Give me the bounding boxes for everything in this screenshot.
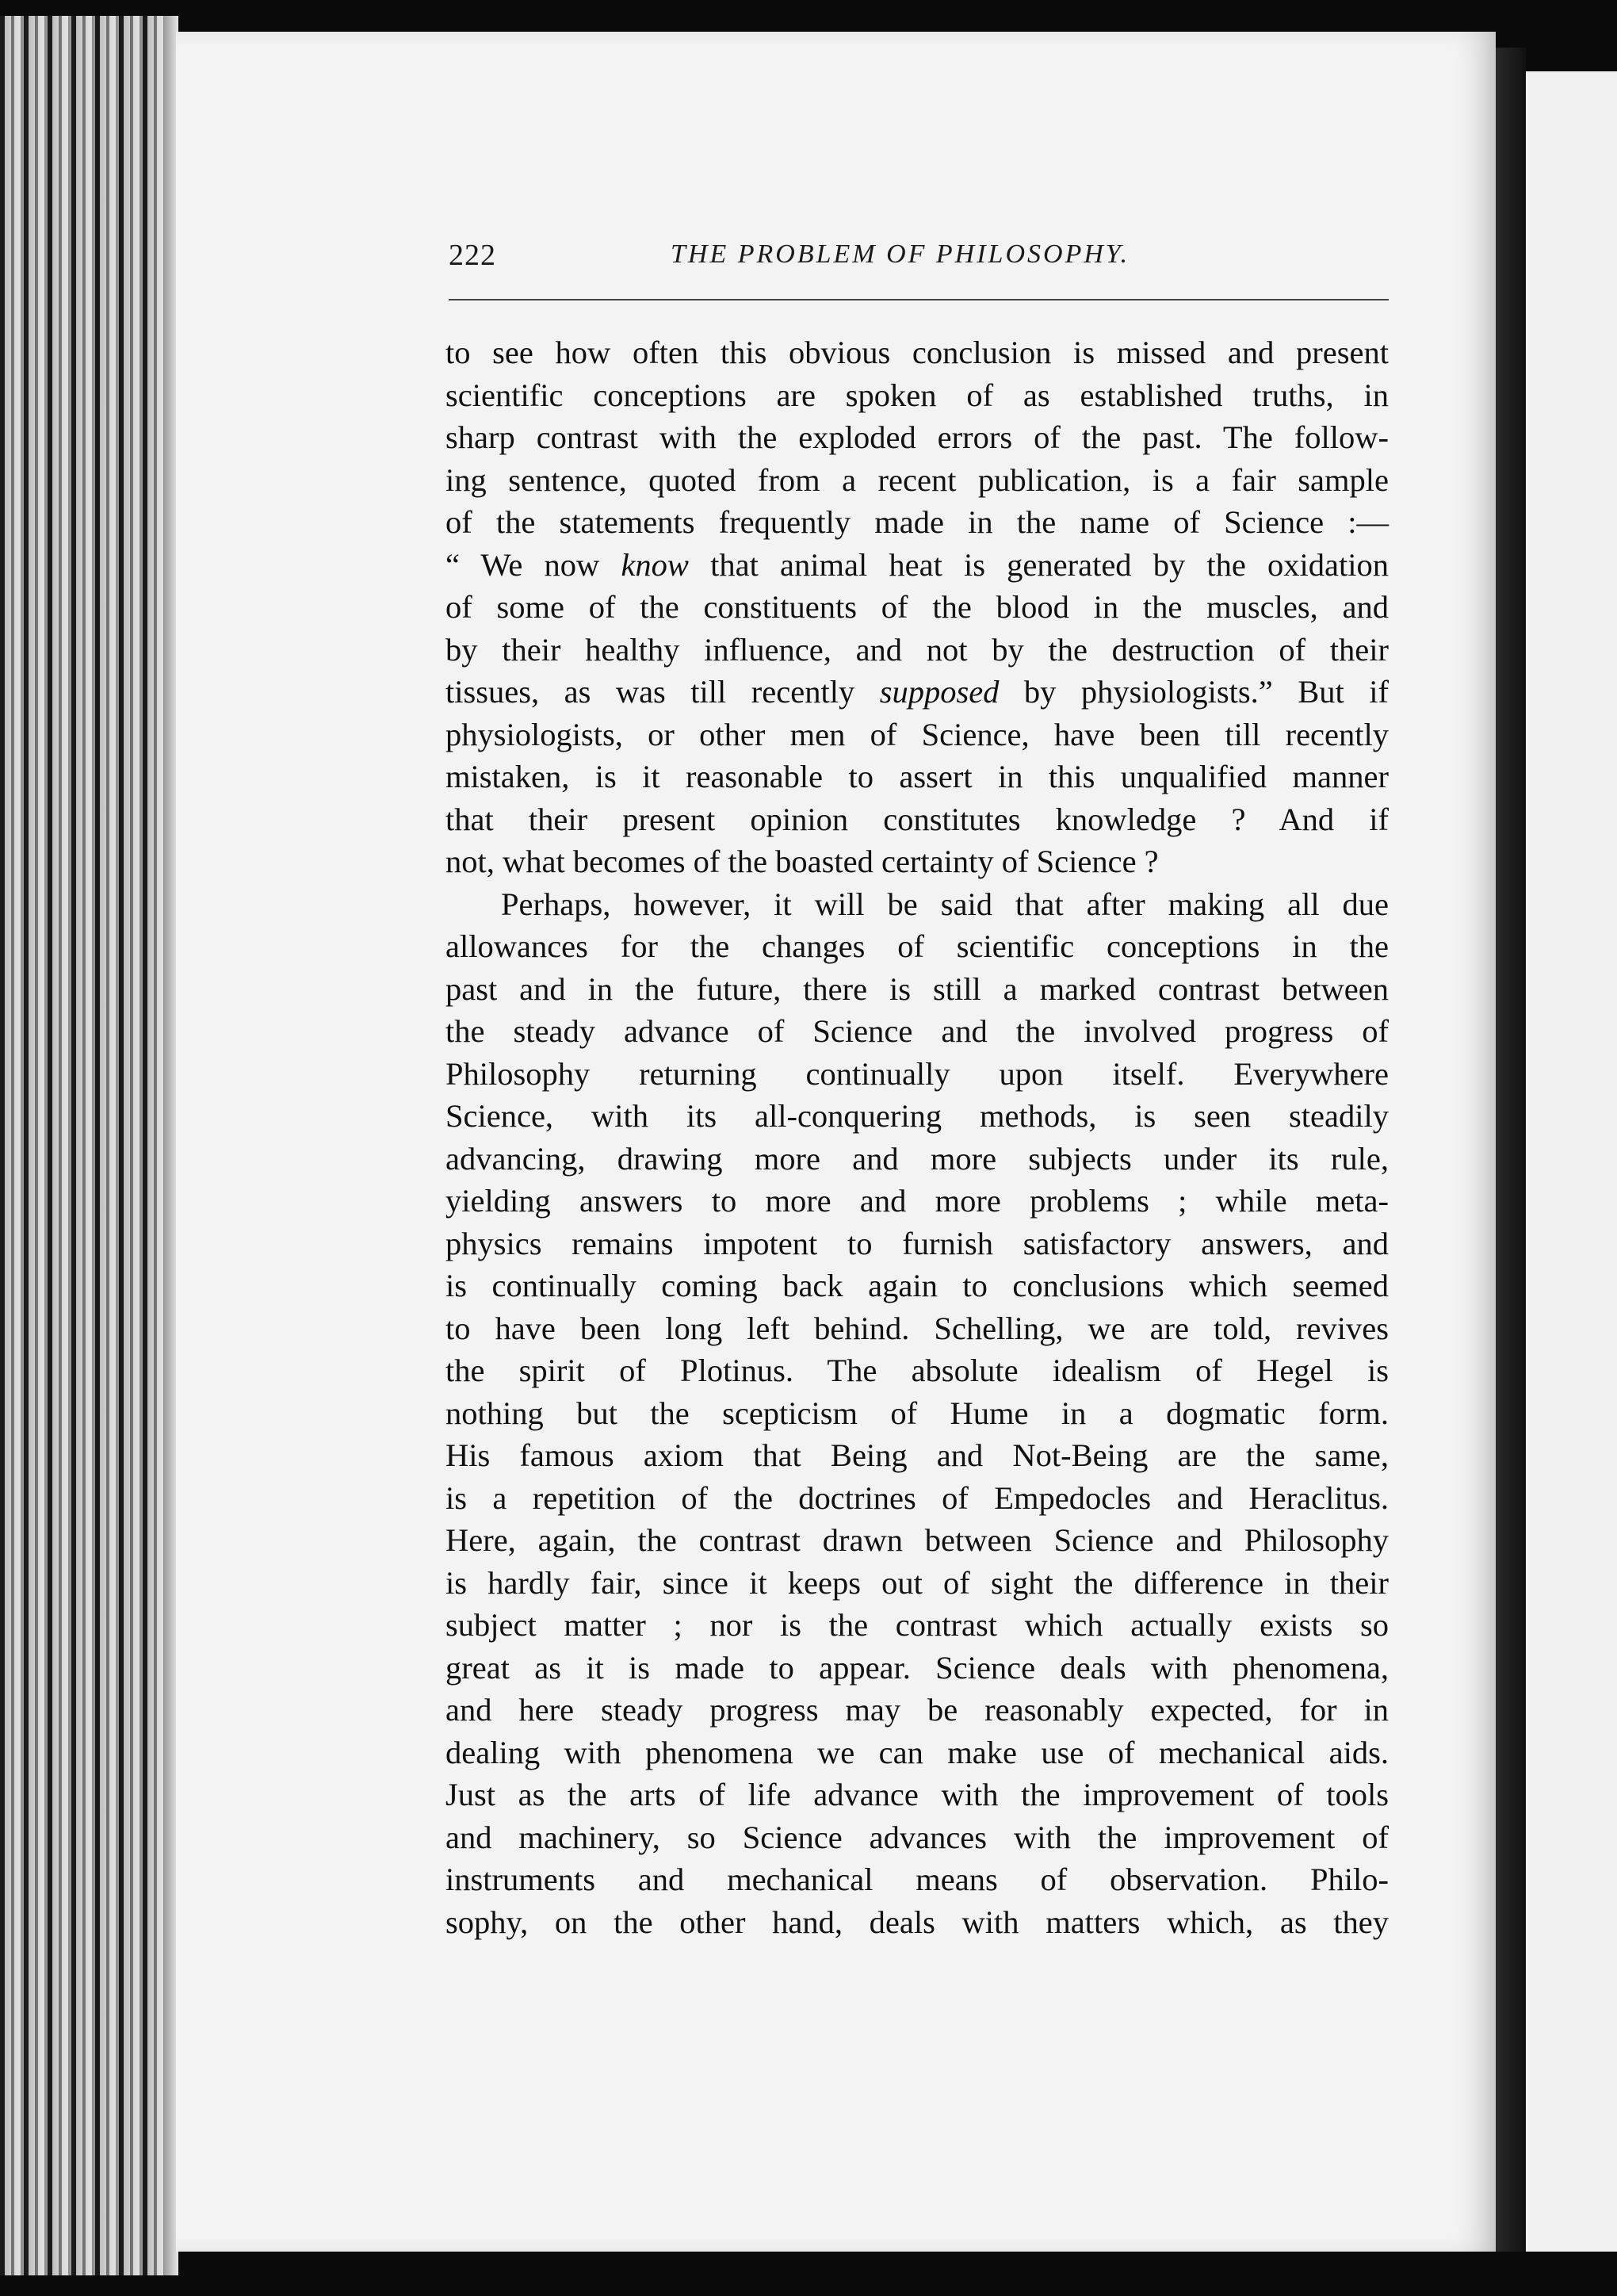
text-line: allowances for the changes of scientific conceptions in the bbox=[445, 928, 1389, 964]
emphasis-text: know bbox=[621, 546, 689, 583]
header-rule bbox=[449, 299, 1389, 300]
text-line: to see how often this obvious conclusion is missed and present bbox=[445, 335, 1389, 370]
text-line: yielding answers to more and more problems ; while meta- bbox=[445, 1183, 1389, 1219]
text-line: nothing but the scepticism of Hume in a dogmatic form. bbox=[445, 1395, 1389, 1431]
text-line: by their healthy influence, and not by the destruction of their bbox=[445, 631, 1389, 668]
text-line: the steady advance of Science and the involved progress of bbox=[445, 1013, 1389, 1049]
text-line: is a repetition of the doctrines of Empedocles and Heraclitus. bbox=[445, 1479, 1389, 1516]
text-line: mistaken, is it reasonable to assert in this unqualified manner bbox=[445, 759, 1389, 794]
text-line: physiologists, or other men of Science, have been till recently bbox=[445, 716, 1389, 752]
text-line: of some of the constituents of the blood in the muscles, and bbox=[445, 589, 1389, 625]
text-line: sophy, on the other hand, deals with matters which, as they bbox=[445, 1904, 1389, 1940]
text-line: past and in the future, there is still a marked contrast between bbox=[445, 970, 1389, 1007]
text-line: His famous axiom that Being and Not-Being are the same, bbox=[445, 1437, 1389, 1473]
running-head: THE PROBLEM OF PHILOSOPHY. bbox=[671, 239, 1130, 269]
page-edges bbox=[0, 16, 178, 2275]
text-line: is continually coming back again to conclusions which seemed bbox=[445, 1268, 1389, 1303]
text-line: scientific conceptions are spoken of as established truths, in bbox=[445, 377, 1389, 413]
text-line: that their present opinion constitutes knowledge ? And if bbox=[445, 801, 1389, 837]
emphasis-text: supposed bbox=[879, 674, 1000, 710]
text-line: Science, with its all-conquering methods, is seen steadily bbox=[445, 1098, 1389, 1134]
text-line: Philosophy returning continually upon itself. Everywhere bbox=[445, 1055, 1389, 1092]
page-header bbox=[449, 238, 1389, 293]
text-line: Here, again, the contrast drawn between Science and Philosophy bbox=[445, 1522, 1389, 1558]
text-line: and here steady progress may be reasonably expected, for in bbox=[445, 1692, 1389, 1728]
text-line: dealing with phenomena we can make use of mechanical aids. bbox=[445, 1734, 1389, 1770]
text-line: Perhaps, however, it will be said that after making all due bbox=[501, 886, 1389, 922]
text-line: to have been long left behind. Schelling, we are told, revives bbox=[445, 1310, 1389, 1346]
text-line: “ We now know that animal heat is generated by the oxidation bbox=[445, 546, 1389, 583]
page-number: 222 bbox=[449, 239, 496, 272]
facing-page-sliver bbox=[1526, 71, 1617, 2252]
text-line: tissues, as was till recently supposed by physiologists.” But if bbox=[445, 674, 1389, 710]
text-line: ing sentence, quoted from a recent publication, is a fair sample bbox=[445, 461, 1389, 498]
body-text bbox=[445, 331, 1389, 1943]
text-line: advancing, drawing more and more subjects under its rule, bbox=[445, 1140, 1389, 1177]
text-line: sharp contrast with the exploded errors of the past. The follow- bbox=[445, 419, 1389, 455]
text-line: instruments and mechanical means of observation. Philo- bbox=[445, 1862, 1389, 1897]
binding-edge bbox=[1494, 48, 1526, 2252]
text-line: subject matter ; nor is the contrast which actually exists so bbox=[445, 1607, 1389, 1643]
text-line: Just as the arts of life advance with the improvement of tools bbox=[445, 1777, 1389, 1812]
text-line: physics remains impotent to furnish satisfactory answers, and bbox=[445, 1225, 1389, 1261]
text-line: the spirit of Plotinus. The absolute idealism of Hegel is bbox=[445, 1353, 1389, 1388]
text-line: is hardly fair, since it keeps out of sight the difference in their bbox=[445, 1564, 1389, 1601]
text-line: great as it is made to appear. Science deals with phenomena, bbox=[445, 1649, 1389, 1686]
text-line: not, what becomes of the boasted certainty of Science ? bbox=[445, 844, 1159, 879]
text-line: of the statements frequently made in the name of Science :— bbox=[445, 504, 1389, 540]
text-line: and machinery, so Science advances with the improvement of bbox=[445, 1819, 1389, 1855]
